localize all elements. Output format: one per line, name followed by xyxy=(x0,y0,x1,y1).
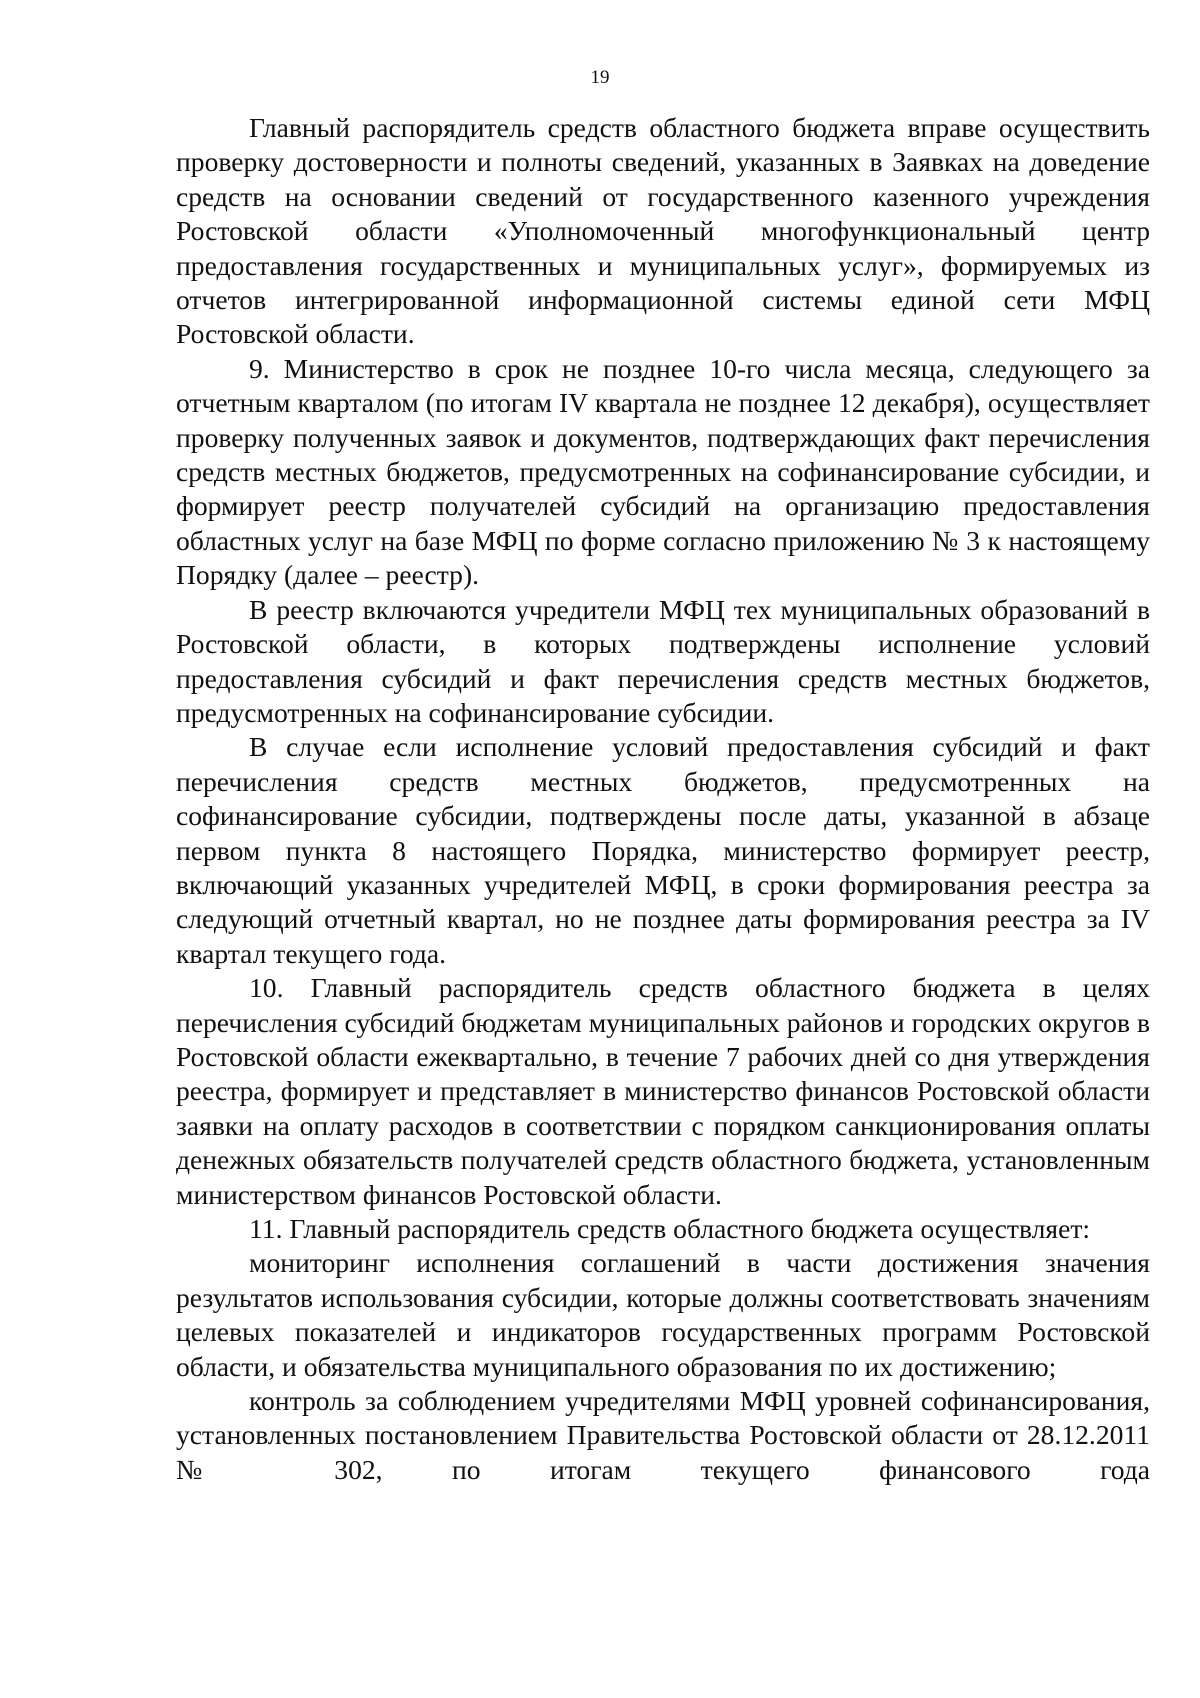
paragraph-late-confirmation: В случае если исполнение условий предоставления субсидий и факт перечисления средств местных бюджетов, предусмотренных на софинансирование субсидии, подтверждены после даты, указанной в абзаце первом пункта 8 настоящего Порядка, министерство формирует реестр, включающий указанных учредителей МФЦ, в сроки формирования реестра за следующий отчетный квартал, но не позднее даты формирования реестра за IV квартал текущего года. xyxy=(176,731,1150,969)
paragraph-verification-right: Главный распорядитель средств областного бюджета вправе осуществить проверку достоверности и полноты сведений, указанных в Заявках на доведение средств на основании сведений от государственного казенного учреждения Ростовской области «Уполномоченный многофункциональный центр предоставления государственных и муниципальных услуг», формируемых из отчетов интегрированной информационной системы единой сети МФЦ Ростовской области. xyxy=(176,112,1150,350)
page-number: 19 xyxy=(590,67,610,88)
paragraph-registry-inclusion: В реестр включаются учредители МФЦ тех муниципальных образований в Ростовской области, в которых подтверждены исполнение условий предоставления субсидий и факт перечисления средств местных бюджетов, предусмотренных на софинансирование субсидии. xyxy=(176,593,1150,728)
document-body xyxy=(176,111,1150,1487)
paragraph-item-11: 11. Главный распорядитель средств областного бюджета осуществляет: xyxy=(249,1213,1091,1244)
paragraph-item-10: 10. Главный распорядитель средств областного бюджета в целях перечисления субсидий бюджетам муниципальных районов и городских округов в Ростовской области ежеквартально, в течение 7 рабочих дней со дня утверждения реестра, формирует и представляет в министерство финансов Ростовской области заявки на оплату расходов в соответствии с порядком санкционирования оплаты денежных обязательств получателей средств областного бюджета, установленным министерством финансов Ростовской области. xyxy=(176,972,1150,1210)
paragraph-item-9: 9. Министерство в срок не позднее 10-го числа месяца, следующего за отчетным кварталом (по итогам IV квартала не позднее 12 декабря), осуществляет проверку полученных заявок и документов, подтверждающих факт перечисления средств местных бюджетов, предусмотренных на софинансирование субсидии, и формирует реестр получателей субсидий на организацию предоставления областных услуг на базе МФЦ по форме согласно приложению № 3 к настоящему Порядку (далее – реестр). xyxy=(176,352,1150,591)
paragraph-monitoring: мониторинг исполнения соглашений в части достижения значения результатов использования субсидии, которые должны соответствовать значениям целевых показателей и индикаторов государственных программ Ростовской области, и обязательства муниципального образования по их достижению; xyxy=(176,1247,1150,1382)
paragraph-control: контроль за соблюдением учредителями МФЦ уровней софинансирования, установленных постановлением Правительства Ростовской области от 28.12.2011 № 302, по итогам текущего финансового года xyxy=(176,1385,1150,1485)
